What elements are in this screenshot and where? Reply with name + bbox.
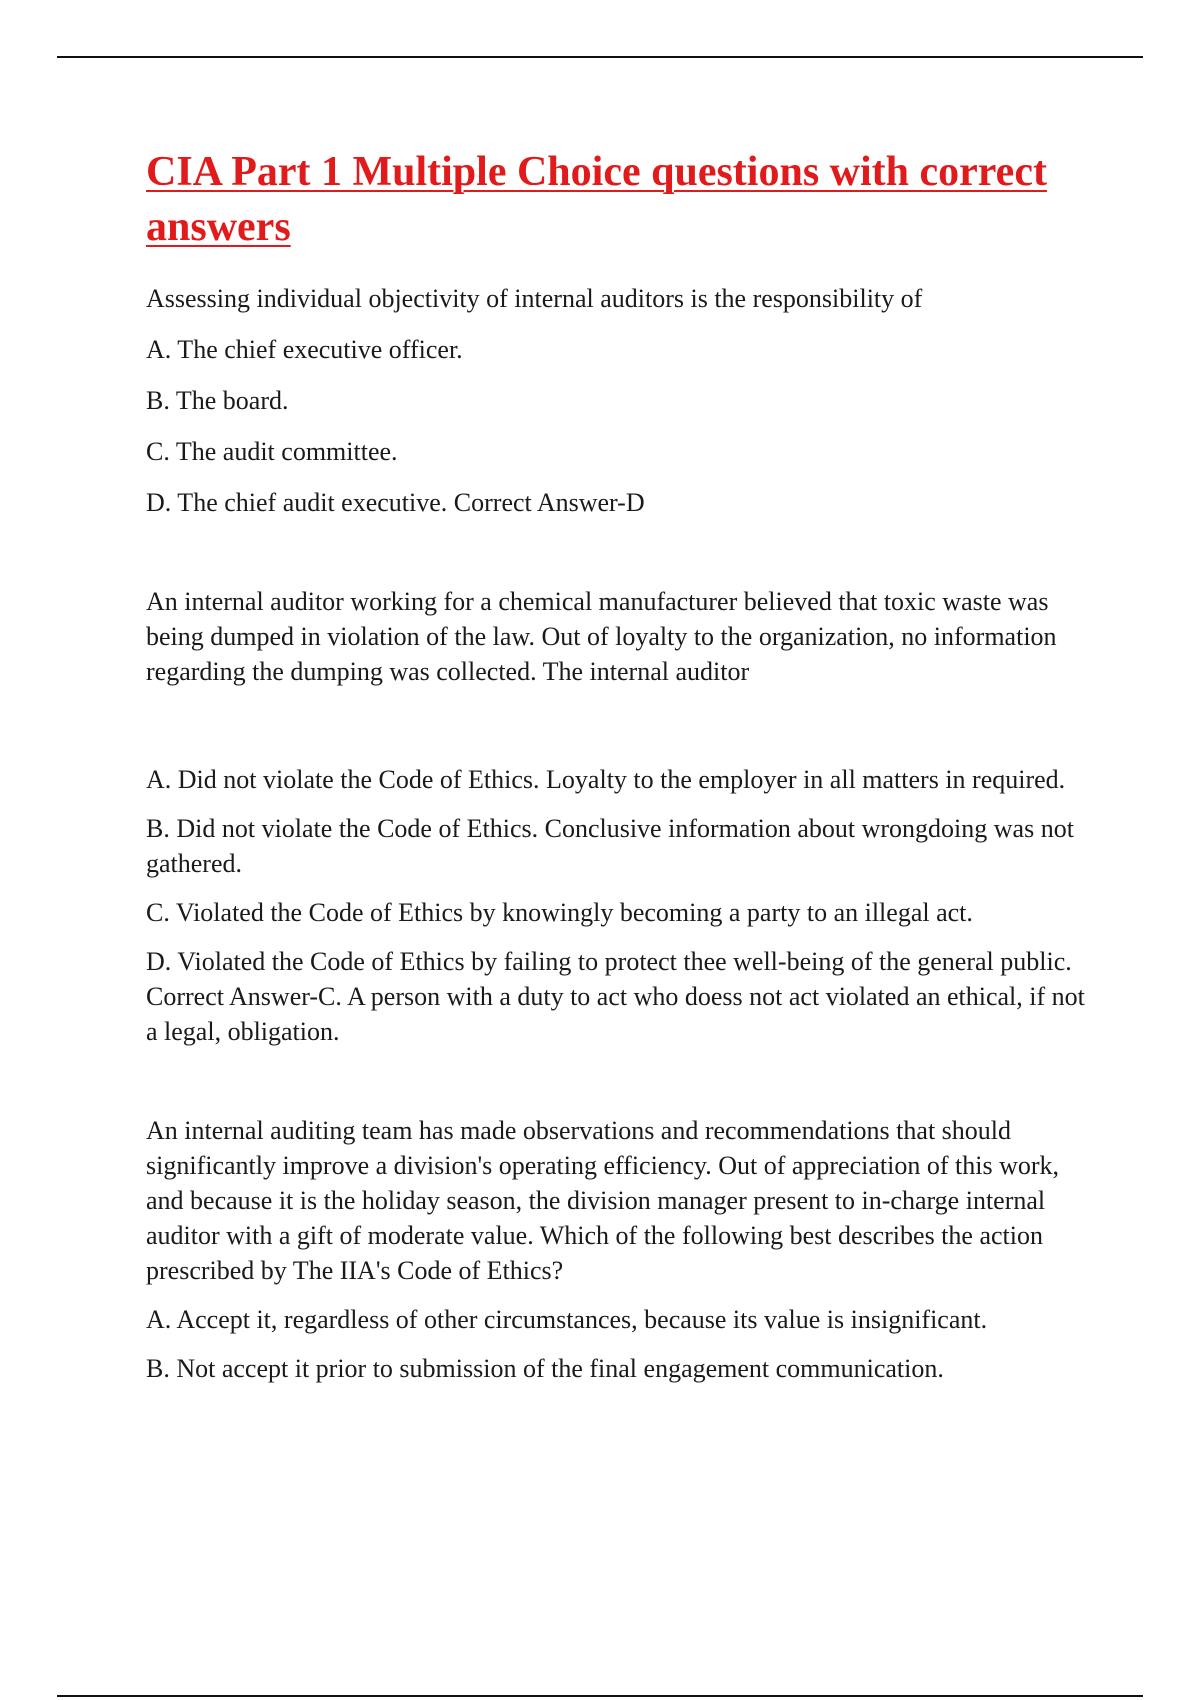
top-rule <box>57 56 1143 58</box>
question-1-prompt: Assessing individual objectivity of internal auditors is the responsibility of <box>146 284 923 313</box>
question-2-options <box>146 762 1096 1049</box>
question-1-options <box>146 332 1096 520</box>
bottom-rule <box>57 1695 1143 1697</box>
question-3-prompt: An internal auditing team has made observations and recommendations that should significantly improve a division's operating efficiency. Out of appreciation of this work, and because it is the holiday season, the division manager present to in-charge internal auditor with a gift of moderate value. Which of the following best describes the action prescribed by The IIA's Code of Ethics? <box>146 1116 1060 1285</box>
question-1-option-b: B. The board. <box>146 386 289 415</box>
question-3 <box>146 1113 1096 1386</box>
question-2-option-c: C. Violated the Code of Ethics by knowingly becoming a party to an illegal act. <box>146 898 973 927</box>
question-3-options <box>146 1302 1096 1386</box>
question-2-option-a: A. Did not violate the Code of Ethics. Loyalty to the employer in all matters in required. <box>146 765 1066 794</box>
question-2 <box>146 584 1096 1049</box>
question-1-option-c: C. The audit committee. <box>146 437 398 466</box>
question-1 <box>146 281 1096 520</box>
question-3-option-b: B. Not accept it prior to submission of the final engagement communication. <box>146 1354 944 1383</box>
document-title: CIA Part 1 Multiple Choice questions with correct answers <box>146 149 1047 250</box>
question-1-option-d: D. The chief audit executive. Correct Answer-D <box>146 488 645 517</box>
question-2-prompt: An internal auditor working for a chemical manufacturer believed that toxic waste was being dumped in violation of the law. Out of loyalty to the organization, no information regarding the dumping was collected. The internal auditor <box>146 587 1057 686</box>
document-body <box>146 145 1096 1386</box>
question-2-option-b: B. Did not violate the Code of Ethics. Conclusive information about wrongdoing was not gathered. <box>146 814 1074 878</box>
question-2-option-d: D. Violated the Code of Ethics by failing to protect thee well-being of the general public. Correct Answer-C. A person with a duty to act who doess not act violated an ethical, if not a legal, obligation. <box>146 947 1085 1046</box>
question-3-option-a: A. Accept it, regardless of other circumstances, because its value is insignificant. <box>146 1305 988 1334</box>
question-1-option-a: A. The chief executive officer. <box>146 335 463 364</box>
